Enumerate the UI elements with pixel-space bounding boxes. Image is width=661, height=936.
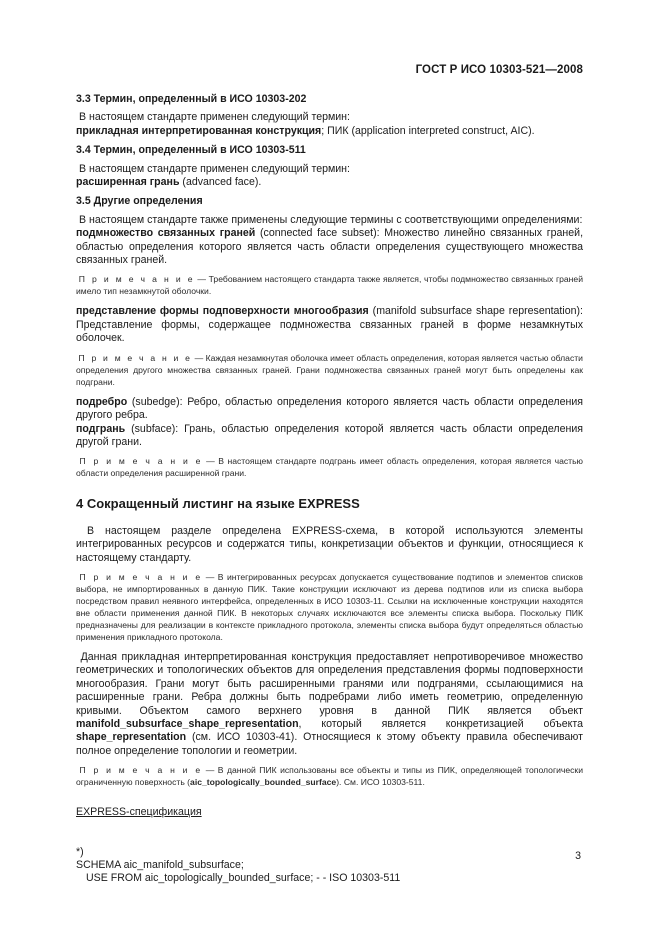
note-5 xyxy=(76,764,583,788)
definition-connected-face-subset xyxy=(76,227,583,267)
section-3-4-title: 3.4 Термин, определенный в ИСО 10303-511 xyxy=(76,144,306,157)
note-text: ). См. ИСО 10303-511. xyxy=(336,777,425,788)
express-code-block xyxy=(76,846,583,886)
entity-name: manifold_subsurface_shape_representation xyxy=(76,717,299,730)
paragraph-text: (см. ИСО 10303-41). Относящиеся к этому объекту правила обеспечивают полное определение топологии и геометрии. xyxy=(76,731,583,757)
section-3-5-intro xyxy=(76,214,583,227)
term-rest: (manifold subsurface shape representation): Представление формы, содержащее подмножества связанных граней в форме незамкнутых оболочек. xyxy=(76,305,583,345)
note-text: — Требованием настоящего стандарта также является, чтобы подмножество связанных граней имело тип незамкнутой оболочки. xyxy=(76,274,583,297)
section-3-3-title: 3.3 Термин, определенный в ИСО 10303-202 xyxy=(76,93,307,105)
page-number: 3 xyxy=(575,850,581,862)
paragraph-text: , который является конкретизацией объекта xyxy=(298,717,583,730)
code-line: SCHEMA aic_manifold_subsurface; xyxy=(76,859,244,871)
note-text: — В настоящем стандарте подгрань имеет область определения, которая является частью области определения расширенной грани. xyxy=(76,456,583,479)
term-rest: (connected face subset): Множество линейно связанных граней, областью определения которого является часть области определения существующего множества связанных граней. xyxy=(76,227,584,267)
note-2 xyxy=(76,352,583,388)
paragraph-text: В настоящем разделе определена EXPRESS-схема, в которой используются элементы интегрированных ресурсов и содержатся типы, конкретизации объектов и функции, относящиеся к настоящему стандарту. xyxy=(76,524,583,564)
paragraph-text: Данная прикладная интерпретированная конструкция предоставляет непротиворечивое множество геометрических и топологических объектов для определения представления формы подповерхности многообразия. Грани могут быть расширенными гранями или подгранями, ссылающимися на расширенные грани. Ребра должны быть подребрами либо иметь геометрию, определенную кривыми. Объектом самого верхнего уровня в данной ПИК является объект xyxy=(76,650,583,717)
note-label: П р и м е ч а н и е xyxy=(78,352,193,363)
note-label: П р и м е ч а н и е xyxy=(79,765,203,776)
section-4-title: 4 Сокращенный листинг на языке EXPRESS xyxy=(76,496,360,512)
note-label: П р и м е ч а н и е xyxy=(78,274,195,285)
note-label: П р и м е ч а н и е xyxy=(79,456,203,467)
note-text: — В интегрированных ресурсах допускается существование подтипов и элементов списков выбора, не импортированных в данную ПИК. Такие конструкции исключают из дерева подтипов или из списка выбора посредством правил неявного интерфейса, определенных в ИСО 10303-11. Ссылки на исключенные конструкции находятся вне области применения данной ПИК. В некоторых случаях исключаются все элементы списка выбора. Поскольку ПИК предназначены для реализации в контексте прикладного протокола, элементы списка выбора будут определяться областью применения прикладного протокола. xyxy=(76,571,583,642)
note-text: — В данной ПИК использованы все объекты и типы из ПИК, определяющей топологически ограниченную поверхность ( xyxy=(76,765,583,788)
term-rest: (subedge): Ребро, областью определения которого является часть области определения другого ребра. xyxy=(76,395,583,422)
term-name: прикладная интерпретированная конструкция xyxy=(76,124,322,137)
intro-text: В настоящем стандарте также применены следующие термины с соответствующими определениями: xyxy=(78,213,583,226)
term-name: расширенная грань xyxy=(76,176,180,189)
document-header: ГОСТ Р ИСО 10303-521—2008 xyxy=(415,64,583,76)
code-line: *) xyxy=(76,845,84,858)
intro-text: В настоящем стандарте применен следующий термин: xyxy=(78,111,350,124)
term-rest: ; ПИК (application interpreted construct, AIC). xyxy=(321,124,535,137)
term-rest: (advanced face). xyxy=(179,176,262,189)
term-name: представление формы подповерхности многообразия xyxy=(76,305,369,318)
note-3 xyxy=(76,455,583,479)
entity-name: shape_representation xyxy=(76,731,187,744)
entity-name: aic_topologically_bounded_surface xyxy=(190,777,337,788)
section-4-paragraph-2 xyxy=(76,651,583,758)
note-1 xyxy=(76,273,583,297)
section-3-4-intro xyxy=(76,163,583,176)
section-3-3-term xyxy=(76,125,583,138)
term-rest: (subface): Грань, областью определения которой является часть области определения другой грани. xyxy=(76,422,583,448)
section-4-paragraph-1 xyxy=(76,525,583,565)
term-name: подребро xyxy=(76,395,128,408)
note-text: — Каждая незамкнутая оболочка имеет область определения, которая является частью области определения другого множества связанных граней. Грани подмножества связанных граней могут быть определены как подграни. xyxy=(76,352,583,387)
definition-manifold-subsurface xyxy=(76,305,583,345)
page-content xyxy=(76,93,583,886)
definition-subface xyxy=(76,423,583,450)
definition-subedge xyxy=(76,396,583,423)
section-3-4-term xyxy=(76,176,583,189)
term-name: подмножество связанных граней xyxy=(76,227,256,240)
express-spec-title: EXPRESS-спецификация xyxy=(76,806,202,819)
section-3-3-intro xyxy=(76,111,583,124)
section-3-5-title: 3.5 Другие определения xyxy=(76,195,203,208)
note-4 xyxy=(76,571,583,643)
code-line: USE FROM aic_topologically_bounded_surface; - - ISO 10303-511 xyxy=(86,872,401,885)
note-label: П р и м е ч а н и е xyxy=(79,571,203,582)
term-name: подгрань xyxy=(76,422,126,435)
intro-text: В настоящем стандарте применен следующий термин: xyxy=(78,162,350,175)
